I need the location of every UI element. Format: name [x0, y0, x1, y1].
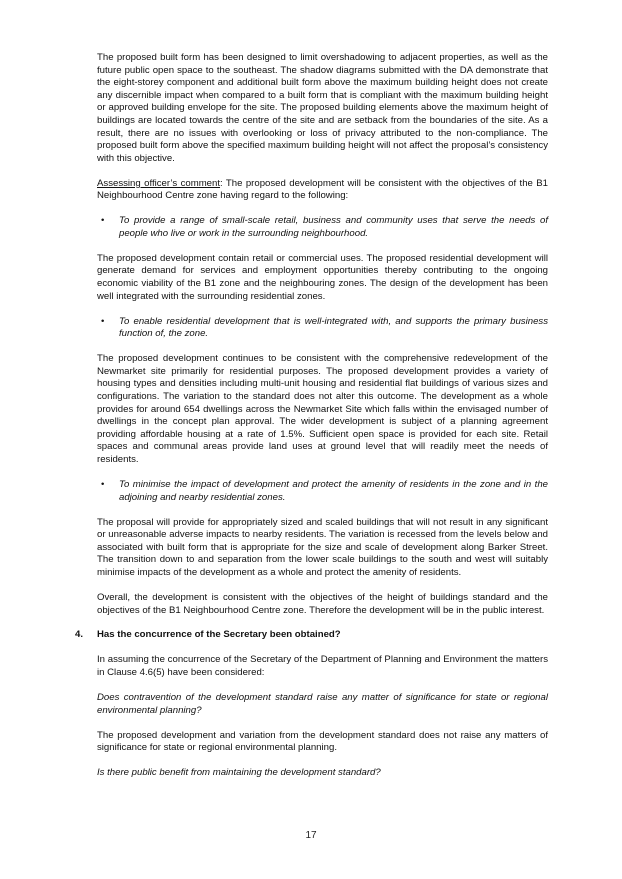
assessing-comment-paragraph: [97, 178, 548, 203]
assessing-comment-text: : The proposed development will be consistent with the objectives of the B1 Neighbourhood Centre zone having regard to the following:: [97, 177, 548, 202]
paragraph-amenity: The proposal will provide for appropriately sized and scaled buildings that will not result in any significant or unreasonable adverse impacts to nearby residents. The variation is recessed from the levels below and associated with built form that is appropriate for the size and scale of development along Barker Street. The transition down to and separation from the lower scale buildings to the south and west will suitably minimise impacts of the development as a whole and protect the amenity of residents.: [97, 516, 548, 578]
paragraph-no-significance: The proposed development and variation from the development standard does not raise any matters of significance for state or regional environmental planning.: [97, 729, 548, 754]
question-public-benefit: Is there public benefit from maintaining the development standard?: [97, 767, 381, 779]
paragraph-overshadowing: The proposed built form has been designed to limit overshadowing to adjacent properties, as well as the future public open space to the southeast. The shadow diagrams submitted with the DA demonstrate that the eight-storey component and additional built form above the maximum building height does not create any discernible impact when compared to a built form that is compliant with the maximum building height or approved building envelope for the site. The proposed building elements above the maximum height of buildings are located towards the centre of the site and are setback from the boundaries of the site. As a result, there are no issues with overlooking or loss of privacy attributed to the non-compliance. The proposed built form above the specified maximum building height will not affect the proposal’s consistency with this objective.: [97, 52, 548, 164]
assessing-comment-label: Assessing officer’s comment: [97, 177, 221, 189]
page-body: [75, 52, 548, 792]
bullet-marker: •: [101, 215, 105, 227]
objective-text-1: To provide a range of small-scale retail, business and community uses that serve the needs of people who live or work in the surrounding neighbourhood.: [119, 215, 548, 239]
section-heading-4: [75, 629, 548, 642]
bullet-marker: •: [101, 478, 105, 490]
section-number: 4.: [75, 629, 84, 641]
objective-bullet-2: [97, 316, 548, 341]
objective-text-3: To minimise the impact of development and protect the amenity of residents in the zone and in the adjoining and nearby residential zones.: [119, 478, 548, 503]
page-number: 17: [305, 830, 317, 841]
question-significance: Does contravention of the development standard raise any matter of significance for state or regional environmental planning?: [97, 692, 548, 716]
paragraph-newmarket-redevelopment: The proposed development continues to be consistent with the comprehensive redevelopment of the Newmarket site primarily for residential purposes. The proposed development provides a variety of housing types and densities including multi-unit housing and residential flat buildings of various sizes and configurations. The variation to the standard does not alter this outcome. The development as a whole provides for around 654 dwellings across the Newmarket Site which falls within the envisaged number of dwellings in the concept plan approval. The wider development is subject of a planning agreement providing affordable housing at a rate of 1.5%. Sufficient open space is provided for each site. Retail spaces and communal areas provide land uses at ground level that will readily meet the needs of residents.: [97, 353, 548, 465]
objective-bullet-1: [97, 215, 548, 240]
paragraph-retail-uses: The proposed development contain retail or commercial uses. The proposed residential development will generate demand for services and employment opportunities thereby contributing to the ongoing economic viability of the B1 zone and the neighbouring zones. The design of the development has been well integrated with the surrounding residential zones.: [97, 252, 548, 302]
objective-bullet-3: [97, 479, 548, 504]
bullet-marker: •: [101, 315, 105, 327]
section-title: Has the concurrence of the Secretary been obtained?: [97, 629, 341, 641]
objective-text-2: To enable residential development that is well-integrated with, and supports the primary business function of, the zone.: [119, 315, 548, 340]
paragraph-overall: Overall, the development is consistent with the objectives of the height of buildings standard and the objectives of the B1 Neighbourhood Centre zone. Therefore the development will be in the public interest.: [97, 591, 548, 616]
paragraph-concurrence: In assuming the concurrence of the Secretary of the Department of Planning and Environment the matters in Clause 4.6(5) have been considered:: [97, 654, 548, 679]
